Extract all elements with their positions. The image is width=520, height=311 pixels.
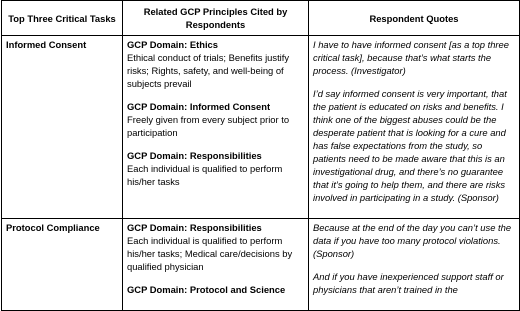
table-row [2,36,520,219]
gcp-domain [127,283,304,296]
respondent-quote: I have to have informed consent [as a top three critical task], because that’s what starts the process. (Investigator) [313,39,509,76]
respondent-quote: I’d say informed consent is very important, that the patient is educated on risks and benefits. I think one of the biggest abuses could be the desperate patient that is looking for a cure and has false expectations from the study, so patients need to be made aware that this is an investigational drug, and there’s no guarantee that it’s going to help them, and there are risks involved in participating in a study. (Sponsor) [313,88,507,203]
header-top-three-critical-tasks: Top Three Critical Tasks [2,1,123,36]
gcp-domain [127,38,304,90]
header-row [2,1,520,36]
gcp-domain-text: Ethical conduct of trials; Benefits justify risks; Rights, safety, and well-being of subjects prevail [127,52,290,89]
gcp-domain-title: GCP Domain: Protocol and Science [127,284,286,295]
gcp-domain-text: Each individual is qualified to perform his/her tasks; Medical care/decisions by qualified physician [127,235,293,272]
respondent-quote: Because at the end of the day you can’t use the data if you have too many protocol violations. (Sponsor) [313,222,512,259]
gcp-domain-text: Each individual is qualified to perform his/her tasks [127,163,283,187]
table-row [2,219,520,311]
gcp-domain-title: GCP Domain: Informed Consent [127,101,271,112]
gcp-domain-title: GCP Domain: Responsibilities [127,150,262,161]
header-respondent-quotes: Respondent Quotes [309,1,520,36]
gcp-domain-title: GCP Domain: Ethics [127,39,218,50]
gcp-domain [127,149,304,188]
quotes-cell [309,36,520,219]
header-related-gcp-principles: Related GCP Principles Cited by Respondents [123,1,309,36]
principles-cell [123,36,309,219]
quotes-cell [309,219,520,311]
gcp-domain-title: GCP Domain: Responsibilities [127,222,262,233]
respondent-quote: And if you have inexperienced support staff or physicians that aren’t trained in the [313,271,504,295]
task-name: Protocol Compliance [6,222,100,233]
gcp-domain [127,100,304,139]
gcp-domain-text: Freely given from every subject prior to participation [127,114,290,138]
principles-cell [123,219,309,311]
task-name: Informed Consent [6,39,87,50]
task-cell [2,36,123,219]
gcp-critical-tasks-table [1,0,520,311]
gcp-domain [127,221,304,273]
task-cell [2,219,123,311]
